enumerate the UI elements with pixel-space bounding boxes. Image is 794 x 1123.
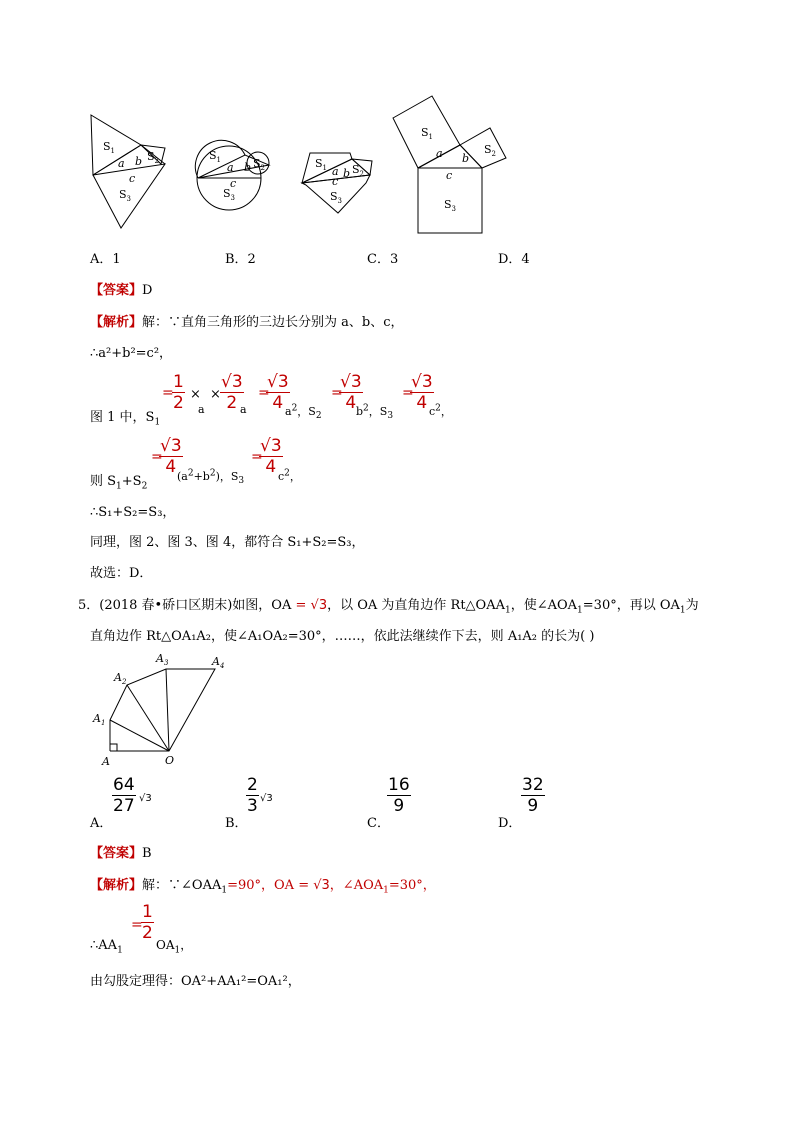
a-squared: $a^2$，$S_2$ [285,403,322,422]
svg-text:S2: $S_2$ [484,143,497,158]
q5-option-c-fraction[interactable]: $\frac{16}{9}$ [388,775,410,816]
q5-option-a-letter[interactable]: A． [90,816,113,831]
c-squared-2: $c^2$， [278,468,301,483]
analysis-line-6: 同理，图 2、图 3、图 4，都符合 S₁+S₂=S₃， [90,535,365,550]
svg-text:b: b [244,161,252,174]
c-squared: $c^2$， [429,403,452,418]
b-squared: $b^2$，$S_3$ [356,403,394,422]
q5-option-b-letter[interactable]: B． [225,816,248,831]
svg-text:b: b [343,167,351,180]
analysis-line-7: 故选：D． [90,566,153,581]
var-a: a [198,403,205,416]
svg-text:A3: $A_3$ [156,652,169,667]
q5-answer-line [90,842,152,861]
fraction-sqrt3-over-4-a: $\frac{√3}{4}$ [267,372,289,413]
analysis-label: 【解析】 [90,315,143,330]
svg-text:S3: $S_3$ [444,198,457,213]
fraction-sqrt3-over-2: $\frac{√3}{2}$ [221,372,243,413]
figure-1 [85,110,175,230]
q5-fraction-one-half: $\frac{1}{2}$ [142,902,153,943]
svg-text:S1: $S_1$ [315,157,328,172]
q5-option-b-sqrt: √3 [260,793,273,804]
svg-text:S1: $S_1$ [103,140,116,155]
svg-text:S1: $S_1$ [209,149,222,164]
fraction-one-half: $\frac{1}{2}$ [173,372,184,413]
equals-sign-5: = [151,449,163,465]
answer-label: 【答案】 [90,283,143,298]
analysis-line-2: ∴a²+b²=c²， [90,346,173,361]
fraction-sqrt3-over-4-d: $\frac{√3}{4}$ [160,436,182,477]
svg-text:a: a [332,165,339,178]
svg-text:c: c [129,172,136,185]
option-c[interactable]: C．3 [367,252,399,267]
svg-text:c: c [230,177,237,190]
equals-sign-6: = [251,449,263,465]
svg-text:A4: $A_4$ [212,655,225,670]
q5-stem-line-1: 5．(2018 春•硚口区期末)如图，OA = √3，以 OA 为直角边作 $Rt\triangle OAA_1$，使$\angle AOA_1=30^\circ$，再以 $OA_1$为 [78,598,699,616]
times-sign: × [190,387,201,402]
svg-text:O: O [165,754,175,767]
q5-analysis-line-2-prefix: $\therefore AA_1$ [90,938,123,956]
svg-text:c: c [332,175,339,188]
equals-sign: = [162,385,174,401]
svg-text:S3: $S_3$ [119,188,132,203]
q5-stem-line-2: 直角边作 Rt△OA₁A₂，使∠A₁OA₂=30°，……，依此法继续作下去，则 A₁A₂ 的长为( ) [90,629,595,644]
var-a-2: a [240,403,247,416]
q5-option-d-letter[interactable]: D． [498,816,522,831]
svg-text:c: c [446,169,453,182]
svg-text:A: A [102,755,110,768]
svg-text:S2: $S_2$ [352,163,365,178]
analysis-text: 解：∵直角三角形的三边长分别为 a、b、c， [142,315,404,330]
svg-text:S3: $S_3$ [330,190,343,205]
figure-2 [193,135,273,215]
q5-analysis-line-1: 【解析】解：$\because\angle OAA_1=90^\circ$，OA = √3，$\angle AOA_1=30^\circ$， [90,878,436,896]
fraction-sqrt3-over-4-c: $\frac{√3}{4}$ [411,372,433,413]
svg-text:S2: $S_2$ [253,157,266,172]
analysis-line-5: ∴S₁+S₂=S₃， [90,505,176,520]
svg-text:A2: $A_2$ [114,671,127,686]
answer-line [90,279,152,298]
fraction-sqrt3-over-4-b: $\frac{√3}{4}$ [340,372,362,413]
equals-sign-4: = [402,385,414,401]
times-sign-2: × [210,387,221,402]
analysis-line-4-prefix: 则 $S_1+S_2$ [90,474,148,492]
equals-sign-3: = [331,385,343,401]
option-a[interactable]: A．1 [90,252,121,267]
q5-option-c-letter[interactable]: C． [367,816,390,831]
q5-answer-label: 【答案】 [90,846,143,861]
svg-text:S2: $S_2$ [147,150,160,165]
svg-text:a: a [118,157,125,170]
svg-text:a: a [227,161,234,174]
fraction-sqrt3-over-4-e: $\frac{√3}{4}$ [260,436,282,477]
figure-4 [388,90,513,240]
q5-option-d-fraction[interactable]: $\frac{32}{9}$ [522,775,544,816]
q5-analysis-line-3: 由勾股定理得：OA²+AA₁²=OA₁²， [90,974,301,989]
sum-squares: $(a^2+b^2)$，$S_3$ [177,468,245,487]
svg-text:b: b [135,155,143,168]
svg-text:a: a [436,147,443,160]
option-d[interactable]: D．4 [498,252,530,267]
svg-text:S1: $S_1$ [421,126,434,141]
figure-q5 [92,650,237,770]
answer-value: D [142,283,153,298]
svg-text:b: b [462,152,470,165]
q5-option-a-fraction[interactable]: $\frac{64}{27}$ [113,775,135,816]
q5-equals: = [131,917,143,933]
q5-option-a-sqrt: √3 [139,793,152,804]
figure-3 [300,145,380,215]
q5-option-b-fraction[interactable]: $\frac{2}{3}$ [247,775,258,816]
analysis-line-3-prefix: 图 1 中，$S_1$ [90,410,161,428]
svg-text:S3: $S_3$ [223,187,236,202]
equals-sign-2: = [258,385,270,401]
q5-oa1: $OA_1$， [156,938,193,956]
svg-text:A1: $A_1$ [93,712,106,727]
analysis-line-1 [90,311,404,330]
q5-answer-value: B [142,846,152,861]
option-b[interactable]: B．2 [225,252,256,267]
